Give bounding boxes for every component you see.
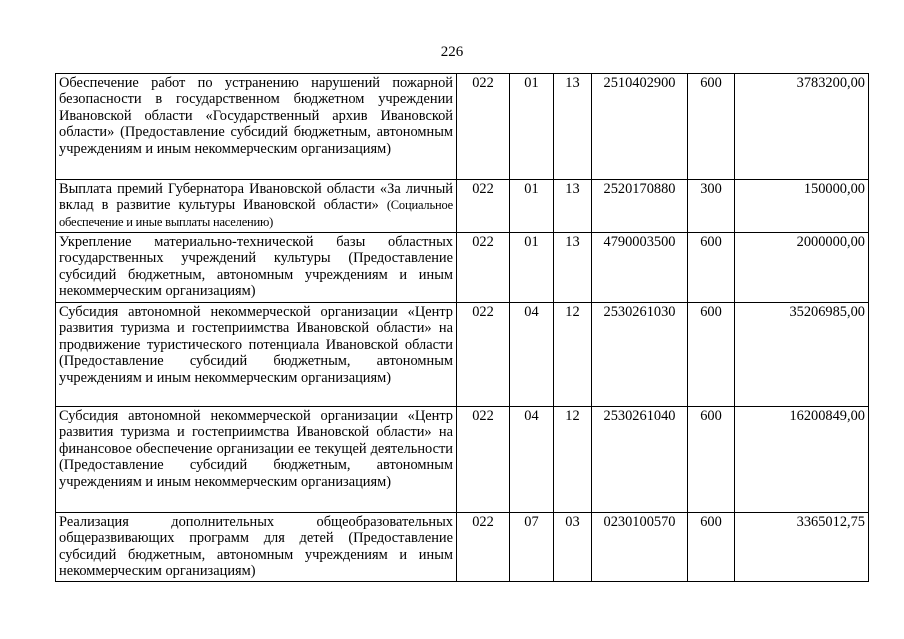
table-row (56, 513, 869, 582)
section-code: 07 (510, 513, 554, 582)
expense-type-code: 600 (688, 74, 735, 180)
ministry-code: 022 (457, 303, 510, 407)
expense-type-code: 600 (688, 407, 735, 513)
amount: 3783200,00 (735, 74, 869, 180)
description-text: Субсидия автономной некоммерческой организации «Центр развития туризма и гостеприимства Ивановской области» на продвижение туристического потенциала Ивановской области (Предоставление субсидий бюджетным, автономным учреждениям и иным некоммерческим организациям) (59, 304, 453, 386)
target-article-code: 2530261040 (592, 407, 688, 513)
row-description (56, 513, 457, 582)
row-description (56, 303, 457, 407)
ministry-code: 022 (457, 233, 510, 303)
amount: 3365012,75 (735, 513, 869, 582)
table-row (56, 407, 869, 513)
section-code: 01 (510, 74, 554, 180)
subsection-code: 13 (554, 180, 592, 233)
ministry-code: 022 (457, 407, 510, 513)
ministry-code: 022 (457, 180, 510, 233)
row-description (56, 233, 457, 303)
expense-type-code: 600 (688, 513, 735, 582)
section-code: 01 (510, 233, 554, 303)
budget-table (55, 73, 869, 582)
page-number: 226 (440, 44, 464, 60)
amount: 2000000,00 (735, 233, 869, 303)
amount: 16200849,00 (735, 407, 869, 513)
subsection-code: 12 (554, 407, 592, 513)
expense-type-code: 600 (688, 303, 735, 407)
budget-table-body (56, 74, 869, 582)
target-article-code: 2530261030 (592, 303, 688, 407)
expense-type-code: 300 (688, 180, 735, 233)
table-row (56, 303, 869, 407)
section-code: 04 (510, 407, 554, 513)
subsection-code: 13 (554, 74, 592, 180)
section-code: 04 (510, 303, 554, 407)
target-article-code: 2510402900 (592, 74, 688, 180)
section-code: 01 (510, 180, 554, 233)
table-row (56, 233, 869, 303)
subsection-code: 03 (554, 513, 592, 582)
amount: 150000,00 (735, 180, 869, 233)
table-row (56, 180, 869, 233)
description-text: Обеспечение работ по устранению нарушений пожарной безопасности в государственном бюджетном учреждении Ивановской области «Государственный архив Ивановской области» (Предоставление субсидий бюджетным, автономным учреждениям и иным некоммерческим организациям) (59, 75, 453, 157)
ministry-code: 022 (457, 513, 510, 582)
subsection-code: 13 (554, 233, 592, 303)
description-text: Реализация дополнительных общеобразовательных общеразвивающих программ для детей (Предоставление субсидий бюджетным, автономным учреждениям и иным некоммерческим организациям) (59, 514, 453, 580)
row-description (56, 407, 457, 513)
target-article-code: 2520170880 (592, 180, 688, 233)
table-row (56, 74, 869, 180)
subsection-code: 12 (554, 303, 592, 407)
description-text: Выплата премий Губернатора Ивановской области «За личный вклад в развитие культуры Ивановской области» (59, 181, 453, 214)
expense-type-code: 600 (688, 233, 735, 303)
ministry-code: 022 (457, 74, 510, 180)
row-description (56, 74, 457, 180)
row-description (56, 180, 457, 233)
target-article-code: 0230100570 (592, 513, 688, 582)
description-note: (Социальное обеспечение и иные выплаты населению) (59, 198, 453, 229)
target-article-code: 4790003500 (592, 233, 688, 303)
description-text: Субсидия автономной некоммерческой организации «Центр развития туризма и гостеприимства Ивановской области» на финансовое обеспечение организации ее текущей деятельности (Предоставление субсидий бюджетным, автономным учреждениям и иным некоммерческим организациям) (59, 408, 453, 490)
description-text: Укрепление материально-технической базы областных государственных учреждений культуры (Предоставление субсидий бюджетным, автономным учреждениям и иным некоммерческим организациям) (59, 234, 453, 300)
amount: 35206985,00 (735, 303, 869, 407)
